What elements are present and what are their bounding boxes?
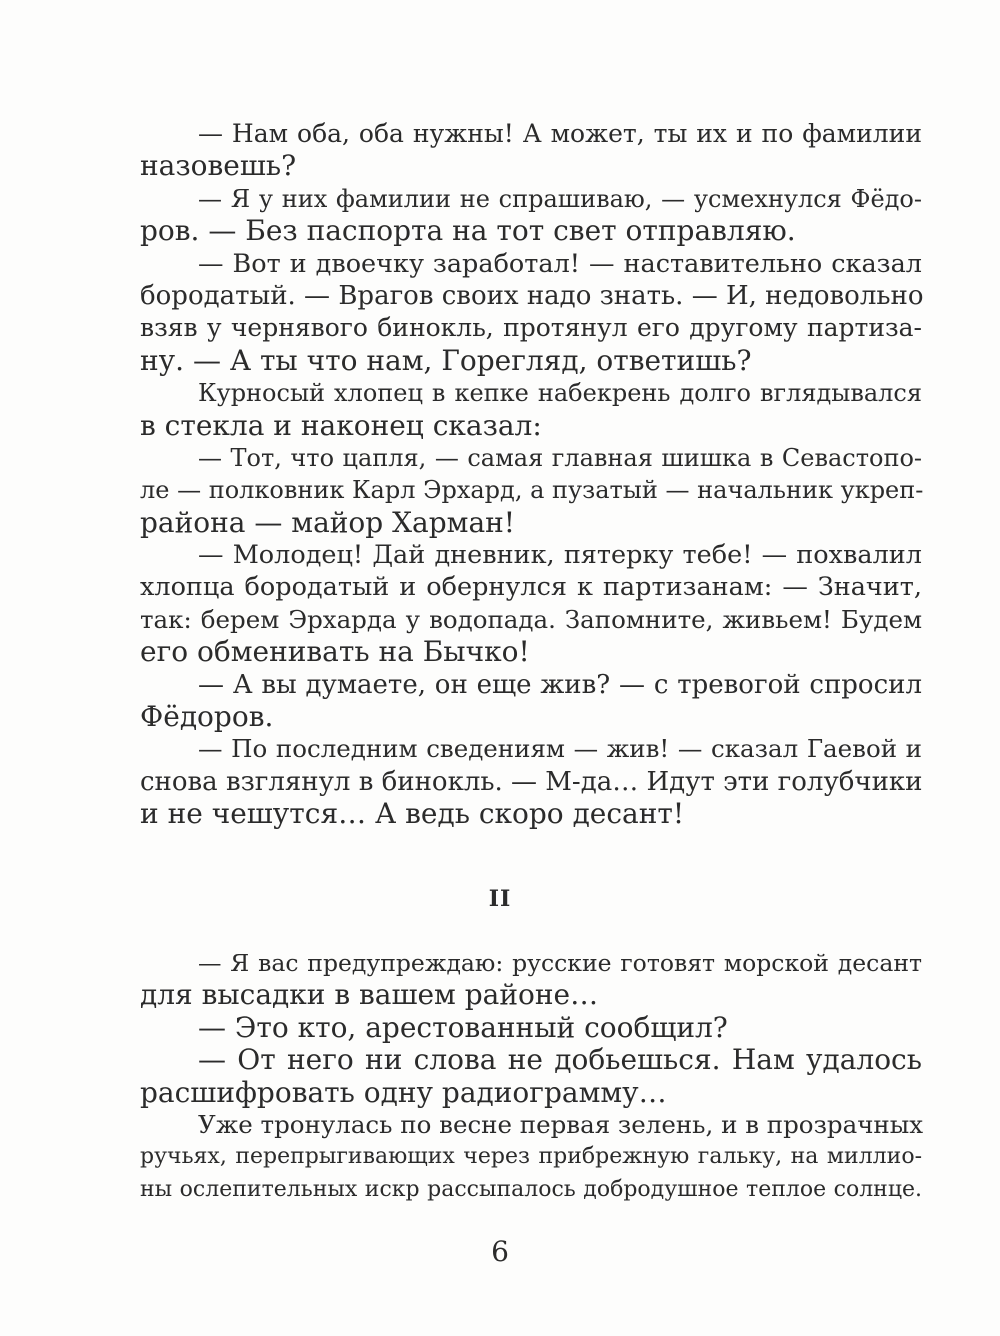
paragraph	[140, 947, 922, 1012]
text-line: ручьях, перепрыгивающих через прибрежную гальку, на миллио-	[140, 1144, 922, 1170]
text-line: — Тот, что цапля, — самая главная шишка в Севастопо-	[198, 443, 922, 472]
paragraph	[140, 377, 922, 442]
text-line: ну. — А ты что нам, Горегляд, ответишь?	[140, 343, 752, 377]
paragraph	[140, 1044, 922, 1109]
text-line: Уже тронулась по весне первая зелень, и в прозрачных	[198, 1109, 924, 1139]
paragraph	[140, 118, 922, 183]
paragraph	[140, 1109, 922, 1206]
text-line: в стекла и наконец сказал:	[140, 408, 542, 442]
text-line: — От него ни слова не добьешься. Нам удалось	[198, 1043, 922, 1077]
text-line: снова взглянул в бинокль. — М-да… Идут эти голубчики	[140, 766, 923, 797]
text-line: — Молодец! Дай дневник, пятерку тебе! — похвалил	[198, 540, 922, 571]
text-line: для высадки в вашем районе…	[140, 978, 599, 1012]
text-section-2	[140, 947, 922, 1206]
text-line: назовешь?	[140, 149, 297, 183]
text-line: ров. — Без паспорта на тот свет отправляю.	[140, 214, 796, 248]
text-section-1	[140, 118, 922, 831]
text-line: и не чешутся… А ведь скоро десант!	[140, 797, 685, 831]
text-line: — Нам оба, оба нужны! А может, ты их и по фамилии	[198, 119, 922, 148]
paragraph	[140, 733, 922, 830]
paragraph	[140, 1012, 922, 1044]
text-line: так: берем Эрхарда у водопада. Запомните, живьем! Будем	[140, 604, 922, 634]
text-line: — По последним сведениям — жив! — сказал Гаевой и	[198, 734, 922, 764]
text-line: взяв у чернявого бинокль, протянул его другому партиза-	[140, 313, 922, 343]
text-line: района — майор Харман!	[140, 505, 516, 539]
paragraph	[140, 669, 922, 734]
paragraph	[140, 248, 922, 378]
text-line: его обменивать на Бычко!	[140, 635, 530, 669]
text-line: бородатый. — Врагов своих надо знать. — И, недовольно	[140, 280, 924, 311]
text-line: ны ослепительных искр рассыпалось добродушное теплое солнце.	[140, 1176, 922, 1202]
text-line: ле — полковник Карл Эрхард, а пузатый — начальник укреп-	[140, 476, 924, 505]
paragraph	[140, 539, 922, 669]
paragraph	[140, 183, 922, 248]
text-line: — Я у них фамилии не спрашиваю, — усмехнулся Фёдо-	[198, 184, 922, 213]
text-line: — А вы думаете, он еще жив? — с тревогой спросил	[198, 669, 922, 700]
text-line: Курносый хлопец в кепке набекрень долго вглядывался	[198, 379, 922, 408]
text-line: — Это кто, арестованный сообщил?	[198, 1010, 728, 1044]
text-line: — Я вас предупреждаю: русские готовят морской десант	[198, 949, 922, 977]
text-line: — Вот и двоечку заработал! — наставительно сказал	[198, 248, 922, 279]
text-line: хлопца бородатый и обернулся к партизанам: — Значит,	[140, 572, 922, 603]
chapter-heading: II	[488, 886, 512, 912]
page-number: 6	[491, 1235, 509, 1268]
text-line: расшифровать одну радиограмму…	[140, 1075, 667, 1109]
text-line: Фёдоров.	[140, 700, 274, 734]
paragraph	[140, 442, 922, 539]
